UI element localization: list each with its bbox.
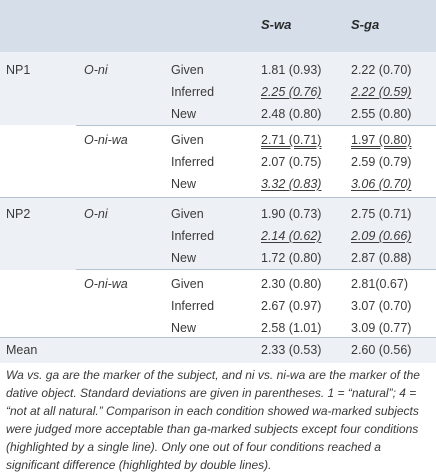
value-s-ga: 3.09 (0.77)	[351, 321, 412, 335]
np-label: NP2	[6, 207, 31, 221]
value-s-wa: 1.90 (0.73)	[261, 207, 322, 221]
value-s-ga: 2.22 (0.70)	[351, 63, 412, 77]
value-s-ga: 1.97 (0.80)	[351, 133, 412, 147]
value-s-ga: 2.55 (0.80)	[351, 107, 412, 121]
table-header	[0, 0, 436, 52]
condition-label: Given	[171, 207, 204, 221]
condition-label: New	[171, 107, 197, 121]
value-s-wa: 1.72 (0.80)	[261, 251, 322, 265]
value-s-wa: 1.81 (0.93)	[261, 63, 322, 77]
object-label: O-ni	[84, 63, 108, 77]
value-s-wa: 2.67 (0.97)	[261, 299, 322, 313]
value-s-ga: 3.06 (0.70)	[351, 177, 412, 191]
value-s-ga: 3.07 (0.70)	[351, 299, 412, 313]
divider-line	[76, 125, 436, 126]
value-s-wa: 2.30 (0.80)	[261, 277, 322, 291]
condition-label: Inferred	[171, 85, 215, 99]
value-s-ga: 2.87 (0.88)	[351, 251, 412, 265]
table-row	[0, 273, 436, 295]
value-s-ga: 2.81(0.67)	[351, 277, 408, 291]
object-label: O-ni-wa	[84, 133, 128, 147]
condition-label: Inferred	[171, 299, 215, 313]
value-s-wa: 2.14 (0.62)	[261, 229, 322, 243]
condition-label: New	[171, 321, 197, 335]
table-row	[0, 81, 436, 103]
header-s-ga: S-ga	[351, 17, 380, 32]
divider-line	[76, 269, 436, 270]
value-s-ga: 2.59 (0.79)	[351, 155, 412, 169]
value-s-wa: 2.48 (0.80)	[261, 107, 322, 121]
value-s-ga: 2.75 (0.71)	[351, 207, 412, 221]
table-row	[0, 203, 436, 225]
value-s-ga: 2.09 (0.66)	[351, 229, 412, 243]
header-s-wa: S-wa	[261, 17, 292, 32]
table-row	[0, 173, 436, 195]
value-s-wa: 2.71 (0.71)	[261, 133, 322, 147]
condition-label: New	[171, 177, 197, 191]
table-row	[0, 103, 436, 125]
table-row	[0, 151, 436, 173]
mean-s-wa: 2.33 (0.53)	[261, 343, 322, 357]
table-row	[0, 129, 436, 151]
object-label: O-ni	[84, 207, 108, 221]
table-row	[0, 295, 436, 317]
mean-row	[0, 339, 436, 361]
table-caption: Wa vs. ga are the marker of the subject, and ni vs. ni-wa are the marker of the dative object. Standard deviations are given in parentheses. 1 = “natural”; 4 = “not at all natural.” Comparison in each condition showed wa-marked subjects were judged more acceptable than ga-marked subjects except four conditions (highlighted by a single line). Only one out of four conditions reached a significant difference (highlighted by double lines).	[6, 368, 420, 472]
condition-label: Inferred	[171, 229, 215, 243]
condition-label: Given	[171, 277, 204, 291]
object-label: O-ni-wa	[84, 277, 128, 291]
mean-label: Mean	[6, 343, 38, 357]
mean-s-ga: 2.60 (0.56)	[351, 343, 412, 357]
table-row	[0, 317, 436, 339]
value-s-wa: 3.32 (0.83)	[261, 177, 322, 191]
value-s-wa: 2.07 (0.75)	[261, 155, 322, 169]
condition-label: New	[171, 251, 197, 265]
value-s-ga: 2.22 (0.59)	[351, 85, 412, 99]
table-row	[0, 225, 436, 247]
np-label: NP1	[6, 63, 31, 77]
condition-label: Given	[171, 63, 204, 77]
value-s-wa: 2.58 (1.01)	[261, 321, 322, 335]
condition-label: Given	[171, 133, 204, 147]
divider-line	[0, 197, 436, 198]
table-row	[0, 59, 436, 81]
table-row	[0, 247, 436, 269]
value-s-wa: 2.25 (0.76)	[261, 85, 322, 99]
condition-label: Inferred	[171, 155, 215, 169]
